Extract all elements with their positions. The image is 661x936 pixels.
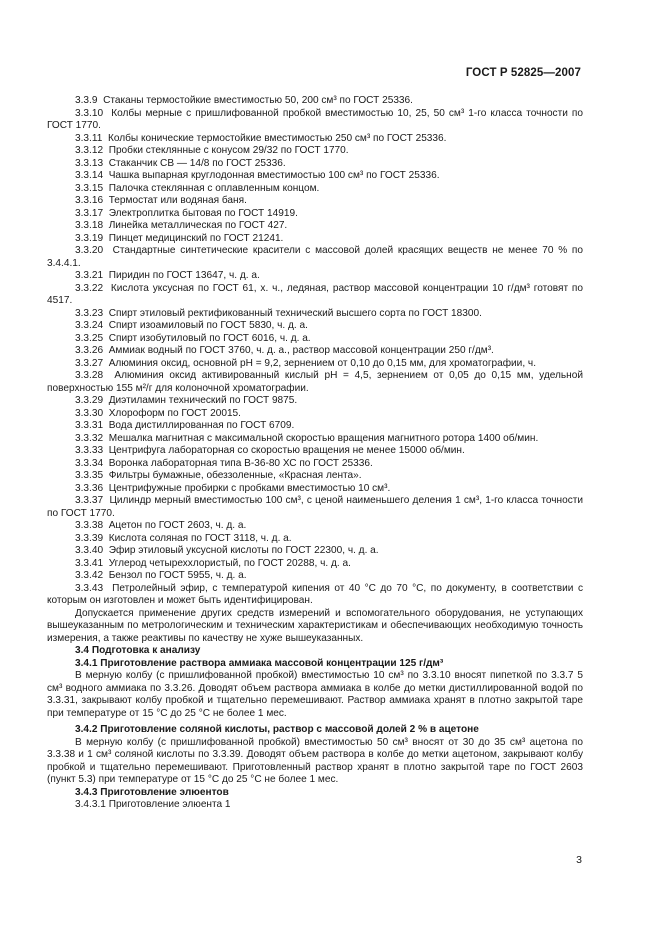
item-text: Вода дистиллированная по ГОСТ 6709. [108, 420, 295, 431]
item-number: 3.3.38 [75, 520, 104, 531]
item-text: Алюминия оксид активированный кислый pH = 4,5, зернением от 0,05 до 0,15 мм, удельной поверхностью 155 м²/г для колоночной хроматографии. [47, 370, 584, 394]
list-item [47, 395, 583, 408]
item-number: 3.3.22 [75, 282, 104, 294]
list-item [47, 545, 583, 558]
item-number: 3.3.15 [75, 182, 104, 194]
document-header: ГОСТ Р 52825—2007 [465, 67, 581, 79]
list-item [47, 358, 583, 371]
list-item [47, 558, 583, 571]
item-number: 3.3.27 [75, 357, 104, 369]
item-number: 3.3.13 [75, 157, 104, 169]
item-number: 3.3.10 [75, 107, 104, 119]
item-text: Ацетон по ГОСТ 2603, ч. д. а. [108, 520, 247, 531]
section-title: Приготовление элюентов [100, 786, 229, 798]
list-item [47, 183, 583, 196]
list-item [47, 195, 583, 208]
list-item [47, 345, 583, 358]
item-text: Пинцет медицинский по ГОСТ 21241. [108, 232, 284, 244]
section-title: Приготовление элюента 1 [108, 799, 231, 810]
item-text: Бензол по ГОСТ 5955, ч. д. а. [108, 570, 247, 581]
item-number: 3.3.40 [75, 545, 104, 556]
item-text: Термостат или водяная баня. [108, 195, 247, 206]
item-number: 3.3.36 [75, 482, 104, 494]
item-number: 3.3.12 [75, 145, 104, 156]
list-item [47, 233, 583, 246]
list-item [47, 145, 583, 158]
item-text: Колбы мерные с пришлифованной пробкой вместимостью 10, 25, 50 см³ 1-го класса точности по ГОСТ 1770. [47, 107, 584, 131]
item-text: Мешалка магнитная с максимальной скоростью вращения магнитного ротора 1400 об/мин. [108, 432, 539, 444]
item-text: Фильтры бумажные, обеззоленные, «Красная лента». [108, 470, 362, 481]
item-text: Диэтиламин технический по ГОСТ 9875. [108, 395, 298, 406]
section-heading-3-4-2 [47, 724, 583, 737]
list-item [47, 370, 583, 395]
item-text: Алюминия оксид, основной pH = 9,2, зернением от 0,10 до 0,15 мм, для хроматографии, ч. [108, 357, 536, 369]
list-item [47, 158, 583, 171]
list-item [47, 483, 583, 496]
item-text: Хлороформ по ГОСТ 20015. [108, 407, 241, 419]
item-number: 3.3.26 [75, 345, 104, 356]
item-number: 3.3.39 [75, 532, 104, 544]
item-number: 3.3.37 [75, 495, 104, 506]
item-number: 3.3.24 [75, 320, 104, 331]
item-number: 3.3.29 [75, 395, 104, 406]
item-number: 3.3.30 [75, 407, 104, 419]
list-item [47, 420, 583, 433]
section-3-4-1-body: В мерную колбу (с пришлифованной пробкой) вместимостью 10 см³ по 3.3.10 вносят пипеткой по 3.3.7 5 см³ водного аммиака по 3.3.26. Доводят объем раствора аммиака в колбе до метки дистиллированной водой по 3.3.31, закрывают колбу пробкой и тщательно перемешивают. Раствор аммиака хранят в плотно закрытой таре при температуре от 15 °С до 25 °С не более 1 мес. [47, 670, 583, 719]
item-number: 3.3.21 [75, 270, 104, 281]
item-text: Спирт изоамиловый по ГОСТ 5830, ч. д. а. [108, 320, 308, 331]
list-item [47, 308, 583, 321]
list-item [47, 583, 583, 608]
list-item [47, 283, 583, 308]
list-item [47, 220, 583, 233]
list-item [47, 95, 583, 108]
equipment-list [47, 95, 583, 608]
item-text: Стаканы термостойкие вместимостью 50, 200 см³ по ГОСТ 25336. [103, 95, 413, 106]
section-number: 3.4.1 [75, 657, 98, 669]
item-text: Чашка выпарная круглодонная вместимостью 100 см³ по ГОСТ 25336. [108, 170, 440, 181]
list-item [47, 433, 583, 446]
item-text: Колбы конические термостойкие вместимостью 250 см³ по ГОСТ 25336. [107, 132, 447, 144]
item-number: 3.3.19 [75, 232, 104, 244]
item-number: 3.3.41 [75, 557, 104, 569]
item-text: Петролейный эфир, с температурой кипения от 40 °С до 70 °С, по документу, в соответствии с которым он изготовлен и может быть идентифицирован. [47, 582, 583, 606]
section-number: 3.4.3.1 [75, 799, 106, 810]
item-number: 3.3.43 [75, 582, 104, 594]
section-number: 3.4.3 [75, 786, 98, 798]
item-number: 3.3.11 [75, 132, 103, 144]
section-heading-3-4-1 [47, 658, 583, 671]
list-item [47, 270, 583, 283]
list-item [47, 133, 583, 146]
item-text: Углерод четыреххлористый, по ГОСТ 20288, ч. д. а. [108, 557, 351, 569]
item-text: Электроплитка бытовая по ГОСТ 14919. [108, 207, 298, 219]
section-title: Приготовление соляной кислоты, раствор с массовой долей 2 % в ацетоне [100, 724, 479, 735]
document-body [47, 95, 583, 812]
item-number: 3.3.34 [75, 457, 104, 469]
list-item [47, 520, 583, 533]
item-text: Пробки стеклянные с конусом 29/32 по ГОСТ 1770. [108, 145, 349, 156]
item-text: Кислота соляная по ГОСТ 3118, ч. д. а. [108, 532, 292, 544]
section-heading-3-4-3 [47, 787, 583, 800]
item-text: Спирт изобутиловый по ГОСТ 6016, ч. д. а. [108, 332, 311, 344]
item-number: 3.3.23 [75, 307, 104, 319]
section-3-4-2-body: В мерную колбу (с пришлифованной пробкой) вместимостью 50 см³ вносят от 30 до 35 см³ ацетона по 3.3.38 и 1 см³ соляной кислоты по 3.3.39. Доводят объем раствора в колбе до метки ацетоном, закрывают колбу пробкой и тщательно перемешивают. Приготовленный раствор хранят в плотно закрытой таре по ГОСТ 2603 (пункт 5.3) при температуре от 15 °С до 25 °С не более 1 мес. [47, 736, 583, 785]
item-text: Эфир этиловый уксусной кислоты по ГОСТ 22300, ч. д. а. [108, 545, 379, 556]
list-item [47, 108, 583, 133]
list-item [47, 470, 583, 483]
list-item [47, 320, 583, 333]
item-number: 3.3.18 [75, 220, 104, 231]
item-number: 3.3.31 [75, 420, 104, 431]
item-text: Аммиак водный по ГОСТ 3760, ч. д. а., раствор массовой концентрации 250 г/дм³. [108, 345, 494, 356]
item-number: 3.3.20 [75, 245, 104, 256]
list-item [47, 408, 583, 421]
list-item [47, 495, 583, 520]
item-text: Пиридин по ГОСТ 13647, ч. д. а. [108, 270, 260, 281]
item-text: Линейка металлическая по ГОСТ 427. [108, 220, 288, 231]
page-number: 3 [576, 854, 582, 866]
item-number: 3.3.28 [75, 370, 104, 381]
list-item [47, 570, 583, 583]
list-item [47, 333, 583, 346]
section-heading-3-4 [47, 645, 583, 658]
list-item [47, 245, 583, 270]
item-text: Спирт этиловый ректификованный технический высшего сорта по ГОСТ 18300. [108, 307, 482, 319]
section-title: Приготовление раствора аммиака массовой концентрации 125 г/дм³ [100, 657, 444, 669]
item-text: Палочка стеклянная с оплавленным концом. [108, 182, 320, 194]
section-title: Подготовка к анализу [91, 645, 201, 656]
item-text: Воронка лабораторная типа В-36-80 ХС по ГОСТ 25336. [108, 457, 373, 469]
item-text: Стандартные синтетические красители с массовой долей красящих веществ не менее 70 % по 3.4.4.1. [47, 245, 584, 269]
subsection-heading-3-4-3-1 [47, 799, 583, 812]
item-number: 3.3.17 [75, 207, 104, 219]
item-number: 3.3.16 [75, 195, 104, 206]
note-paragraph: Допускается применение других средств измерений и вспомогательного оборудования, не уступающих вышеуказанным по метрологическим и техническим характеристикам и обеспечивающих необходимую точность измерения, а также реактивы по качеству не хуже вышеуказанных. [47, 607, 583, 644]
section-number: 3.4.2 [75, 724, 98, 735]
list-item [47, 208, 583, 221]
item-number: 3.3.32 [75, 432, 104, 444]
list-item [47, 445, 583, 458]
item-number: 3.3.42 [75, 570, 104, 581]
list-item [47, 170, 583, 183]
list-item [47, 458, 583, 471]
item-number: 3.3.25 [75, 332, 104, 344]
item-number: 3.3.14 [75, 170, 104, 181]
item-number: 3.3.33 [75, 445, 104, 456]
item-text: Кислота уксусная по ГОСТ 61, х. ч., ледяная, раствор массовой концентрации 10 г/дм³ готовят по 4517. [47, 282, 584, 306]
item-text: Центрифужные пробирки с пробками вместимостью 10 см³. [108, 482, 391, 494]
list-item [47, 533, 583, 546]
item-text: Цилиндр мерный вместимостью 100 см³, с ценой наименьшего деления 1 см³, 1-го класса точности по ГОСТ 1770. [47, 495, 584, 519]
section-number: 3.4 [75, 645, 90, 656]
item-text: Стаканчик СВ — 14/8 по ГОСТ 25336. [108, 157, 286, 169]
item-text: Центрифуга лабораторная со скоростью вращения не менее 15000 об/мин. [108, 445, 465, 456]
item-number: 3.3.9 [75, 95, 98, 106]
item-number: 3.3.35 [75, 470, 104, 481]
